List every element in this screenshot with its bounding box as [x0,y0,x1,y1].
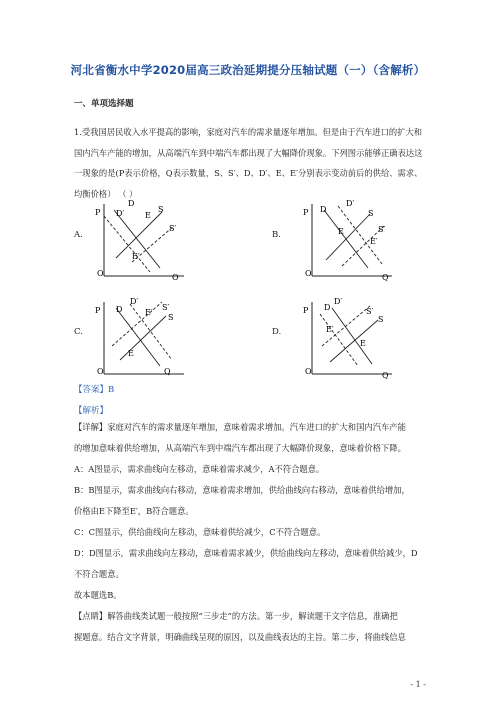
origin-label: O [305,269,312,278]
label-s: S [158,205,164,214]
curve-s [330,320,378,362]
label-e: E [338,227,344,236]
axis-q-label: Q [382,273,389,282]
label-d: D [116,305,123,314]
option-c-label: C. [74,327,83,337]
axis-p-label: P [95,208,101,217]
detail-line: 【详解】家庭对汽车的需求量逐年增加，意味着需求增加。汽车进口的扩大和国内汽车产能 [74,422,406,432]
origin-label: O [97,269,104,278]
label-e-prime: E′ [326,325,334,334]
curve-d-prime [104,216,150,272]
label-s-prime: S′ [169,224,177,233]
page-title: 河北省衡水中学2020届高三政治延期提分压轴试题（一）（含解析） [70,63,426,77]
option-b-label: B. [272,230,281,240]
label-d-prime: D′ [334,297,343,306]
label-s-prime: S′ [162,303,170,312]
curve-d [332,308,372,364]
detail-line: 【点睛】解答曲线类试题一般按照“三步走”的方法。第一步，解读题干文字信息，准确把 [74,611,398,621]
label-e: E [145,211,151,220]
label-s: S [378,315,384,324]
label-e-prime: E′ [145,308,153,317]
axis-q-label: Q [382,371,389,380]
analysis-tag: 【解析】 [74,406,109,416]
label-s-prime: S′ [366,307,374,316]
section-heading: 一、单项选择题 [74,99,134,109]
label-d: D [128,199,135,208]
graph-c [92,294,192,380]
label-e-prime: E′ [132,252,140,261]
label-e: E [128,349,134,358]
origin-label: O [97,367,104,376]
label-d-prime: D′ [346,199,355,208]
detail-line: B：B图显示，需求曲线向右移动，意味着需求增加，供给曲线向右移动，意味着供给增加， [74,485,410,495]
label-d: D [324,303,331,312]
detail-line: 握题意。结合文字背景，明确曲线呈现的原因，以及曲线表达的主旨。第二步，将曲线信息 [74,632,406,642]
label-s: S [368,209,374,218]
curve-d-prime [320,314,358,366]
label-d-prime: D′ [130,297,139,306]
detail-line: 故本题选B。 [74,590,122,600]
detail-line: C：C图显示，供给曲线向左移动，意味着供给减少，C不符合题意。 [74,527,326,537]
label-e-prime: E′ [370,237,378,246]
graph-b [300,196,400,282]
label-e: E [360,339,366,348]
option-a-label: A. [74,230,83,240]
detail-line: 价格由E下降至E′，B符合题意。 [74,506,194,516]
label-s-prime: S′ [378,225,386,234]
axis-p-label: P [303,306,309,315]
page-number: - 1 - [410,680,426,689]
option-d-label: D. [272,327,282,337]
detail-line: 不符合题意。 [74,569,124,579]
question-text: 1.受我国居民收入水平提高的影响，家庭对汽车的需求量逐年增加。但是由于汽车进口的扩大和国内汽车产能的增加，从高端汽车到中端汽车都出现了大幅降价现象。下列图示能够正确表达这一现象的是(P表示价格，Q表示数量，S、S′、D、D′、E、E′分别表示变动前后的供给、需求、均衡价格） （ ） [74,127,423,199]
answer-line: 【答案】B [74,385,115,395]
detail-line: A：A图显示，需求曲线向左移动，意味着需求减少，A不符合题意。 [74,464,325,474]
label-d: D [320,205,327,214]
axis-q-label-a: O [172,273,179,282]
axis-p-label: P [95,306,101,315]
graph-d [300,294,400,380]
graph-a [92,196,192,282]
axis-q-label: Q [164,367,171,376]
label-s: S [168,313,174,322]
detail-line: D：D图显示，需求曲线向左移动，意味着需求减少，供给曲线向左移动，意味着供给减少，D [74,548,418,558]
origin-label: O [305,367,312,376]
detail-line: 的增加意味着供给增加，从高端汽车到中端汽车都出现了大幅降价现象，意味着价格下降。 [74,443,406,453]
curve-d-prime [338,206,382,264]
axis-p-label: P [303,208,309,217]
label-d-prime: D′ [116,209,125,218]
